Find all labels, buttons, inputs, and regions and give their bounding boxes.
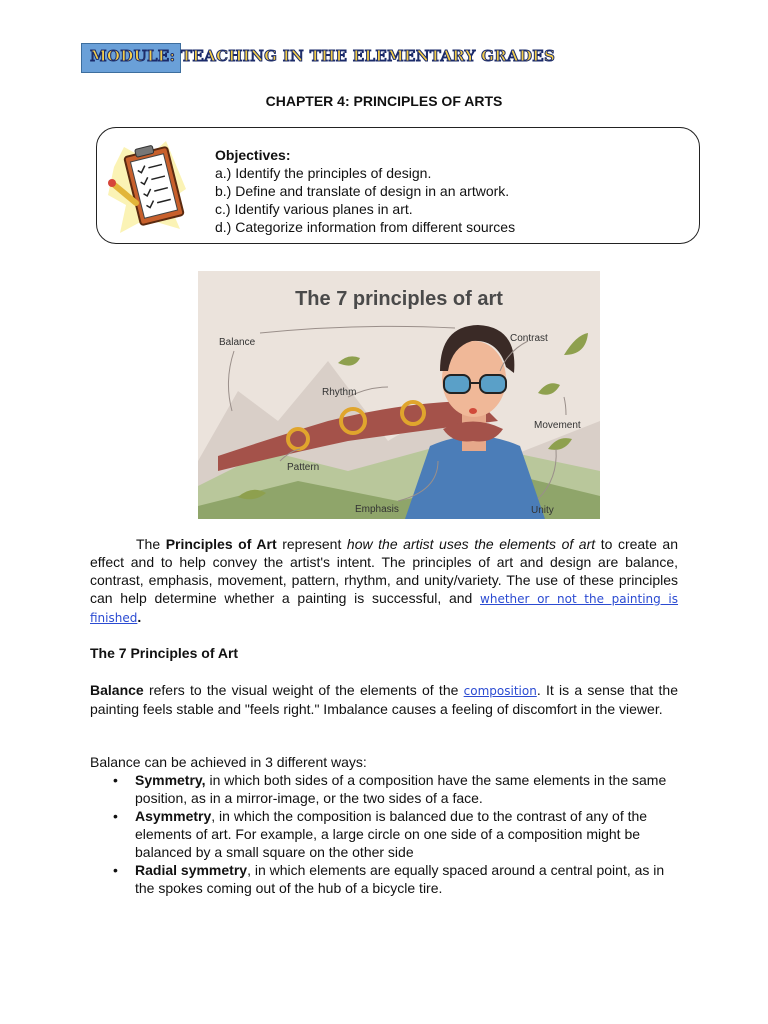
intro-text: . xyxy=(137,609,142,625)
bullet-icon: • xyxy=(113,808,118,824)
illustration-label-pattern: Pattern xyxy=(287,462,320,473)
intro-paragraph xyxy=(90,535,678,627)
principles-illustration xyxy=(198,271,600,519)
bullet-text: in which both sides of a composition have the same elements in the same position, as in a mirror-image, or the two sides of a face. xyxy=(135,772,667,806)
objective-item: a.) Identify the principles of design. xyxy=(215,165,432,181)
chapter-title: CHAPTER 4: PRINCIPLES OF ARTS xyxy=(265,93,503,109)
objectives-heading: Objectives: xyxy=(215,147,291,163)
illustration-title: The 7 principles of art xyxy=(295,288,503,310)
module-header xyxy=(90,47,555,65)
list-item xyxy=(90,807,680,861)
balance-text: refers to the visual weight of the elements of the xyxy=(143,682,464,698)
intro-bold: Principles of Art xyxy=(165,536,277,552)
list-item xyxy=(90,861,680,897)
bullet-term: Asymmetry xyxy=(135,808,212,824)
finished-link[interactable]: whether or not the painting is finished xyxy=(90,592,679,625)
bullet-term: Symmetry, xyxy=(135,772,206,788)
bullet-text: , in which the composition is balanced due to the contrast of any of the elements of art. For example, a large circle on one side of a composition might be balanced by a small square on the other side xyxy=(135,808,648,860)
section-heading: The 7 Principles of Art xyxy=(90,645,239,661)
intro-text: represent xyxy=(276,536,347,552)
ways-intro: Balance can be achieved in 3 different ways: xyxy=(90,754,367,770)
balance-paragraph xyxy=(90,681,678,718)
objectives-list xyxy=(215,146,515,236)
illustration-label-contrast: Contrast xyxy=(510,333,548,344)
composition-link[interactable]: composition xyxy=(463,684,537,698)
bullet-icon: • xyxy=(113,862,118,878)
intro-text: The xyxy=(136,536,166,552)
balance-text: . It is a sense that the painting feels stable and "feels right." Imbalance causes a feeling of discomfort in the viewer. xyxy=(90,682,678,717)
illustration-label-balance: Balance xyxy=(219,337,256,348)
objective-item: b.) Define and translate of design in an artwork. xyxy=(215,183,510,199)
illustration-label-rhythm: Rhythm xyxy=(322,387,357,398)
clipboard-checklist-icon xyxy=(106,137,188,237)
intro-text: to create an effect and to help convey the artist's intent. The principles of art and design are balance, contrast, emphasis, movement, pattern, rhythm, and unity/variety. The use of these principles can help determine whether a painting is successful, and xyxy=(90,536,678,606)
list-item xyxy=(90,771,680,807)
illustration-label-emphasis: Emphasis xyxy=(355,504,399,515)
intro-italic: how the artist uses the elements of art xyxy=(346,536,596,552)
module-title: TEACHING IN THE ELEMENTARY GRADES xyxy=(180,47,556,65)
illustration-label-movement: Movement xyxy=(534,420,581,431)
bullet-icon: • xyxy=(113,772,118,788)
bullet-text: , in which elements are equally spaced around a central point, as in the spokes coming out of the hub of a bicycle tire. xyxy=(135,862,665,896)
bullet-term: Radial symmetry xyxy=(135,862,248,878)
balance-term: Balance xyxy=(90,682,144,698)
balance-ways-list xyxy=(90,771,680,897)
objective-item: c.) Identify various planes in art. xyxy=(215,201,413,217)
illustration-label-unity: Unity xyxy=(531,505,554,516)
module-label: MODULE: xyxy=(90,47,176,65)
objective-item: d.) Categorize information from different sources xyxy=(215,219,516,235)
